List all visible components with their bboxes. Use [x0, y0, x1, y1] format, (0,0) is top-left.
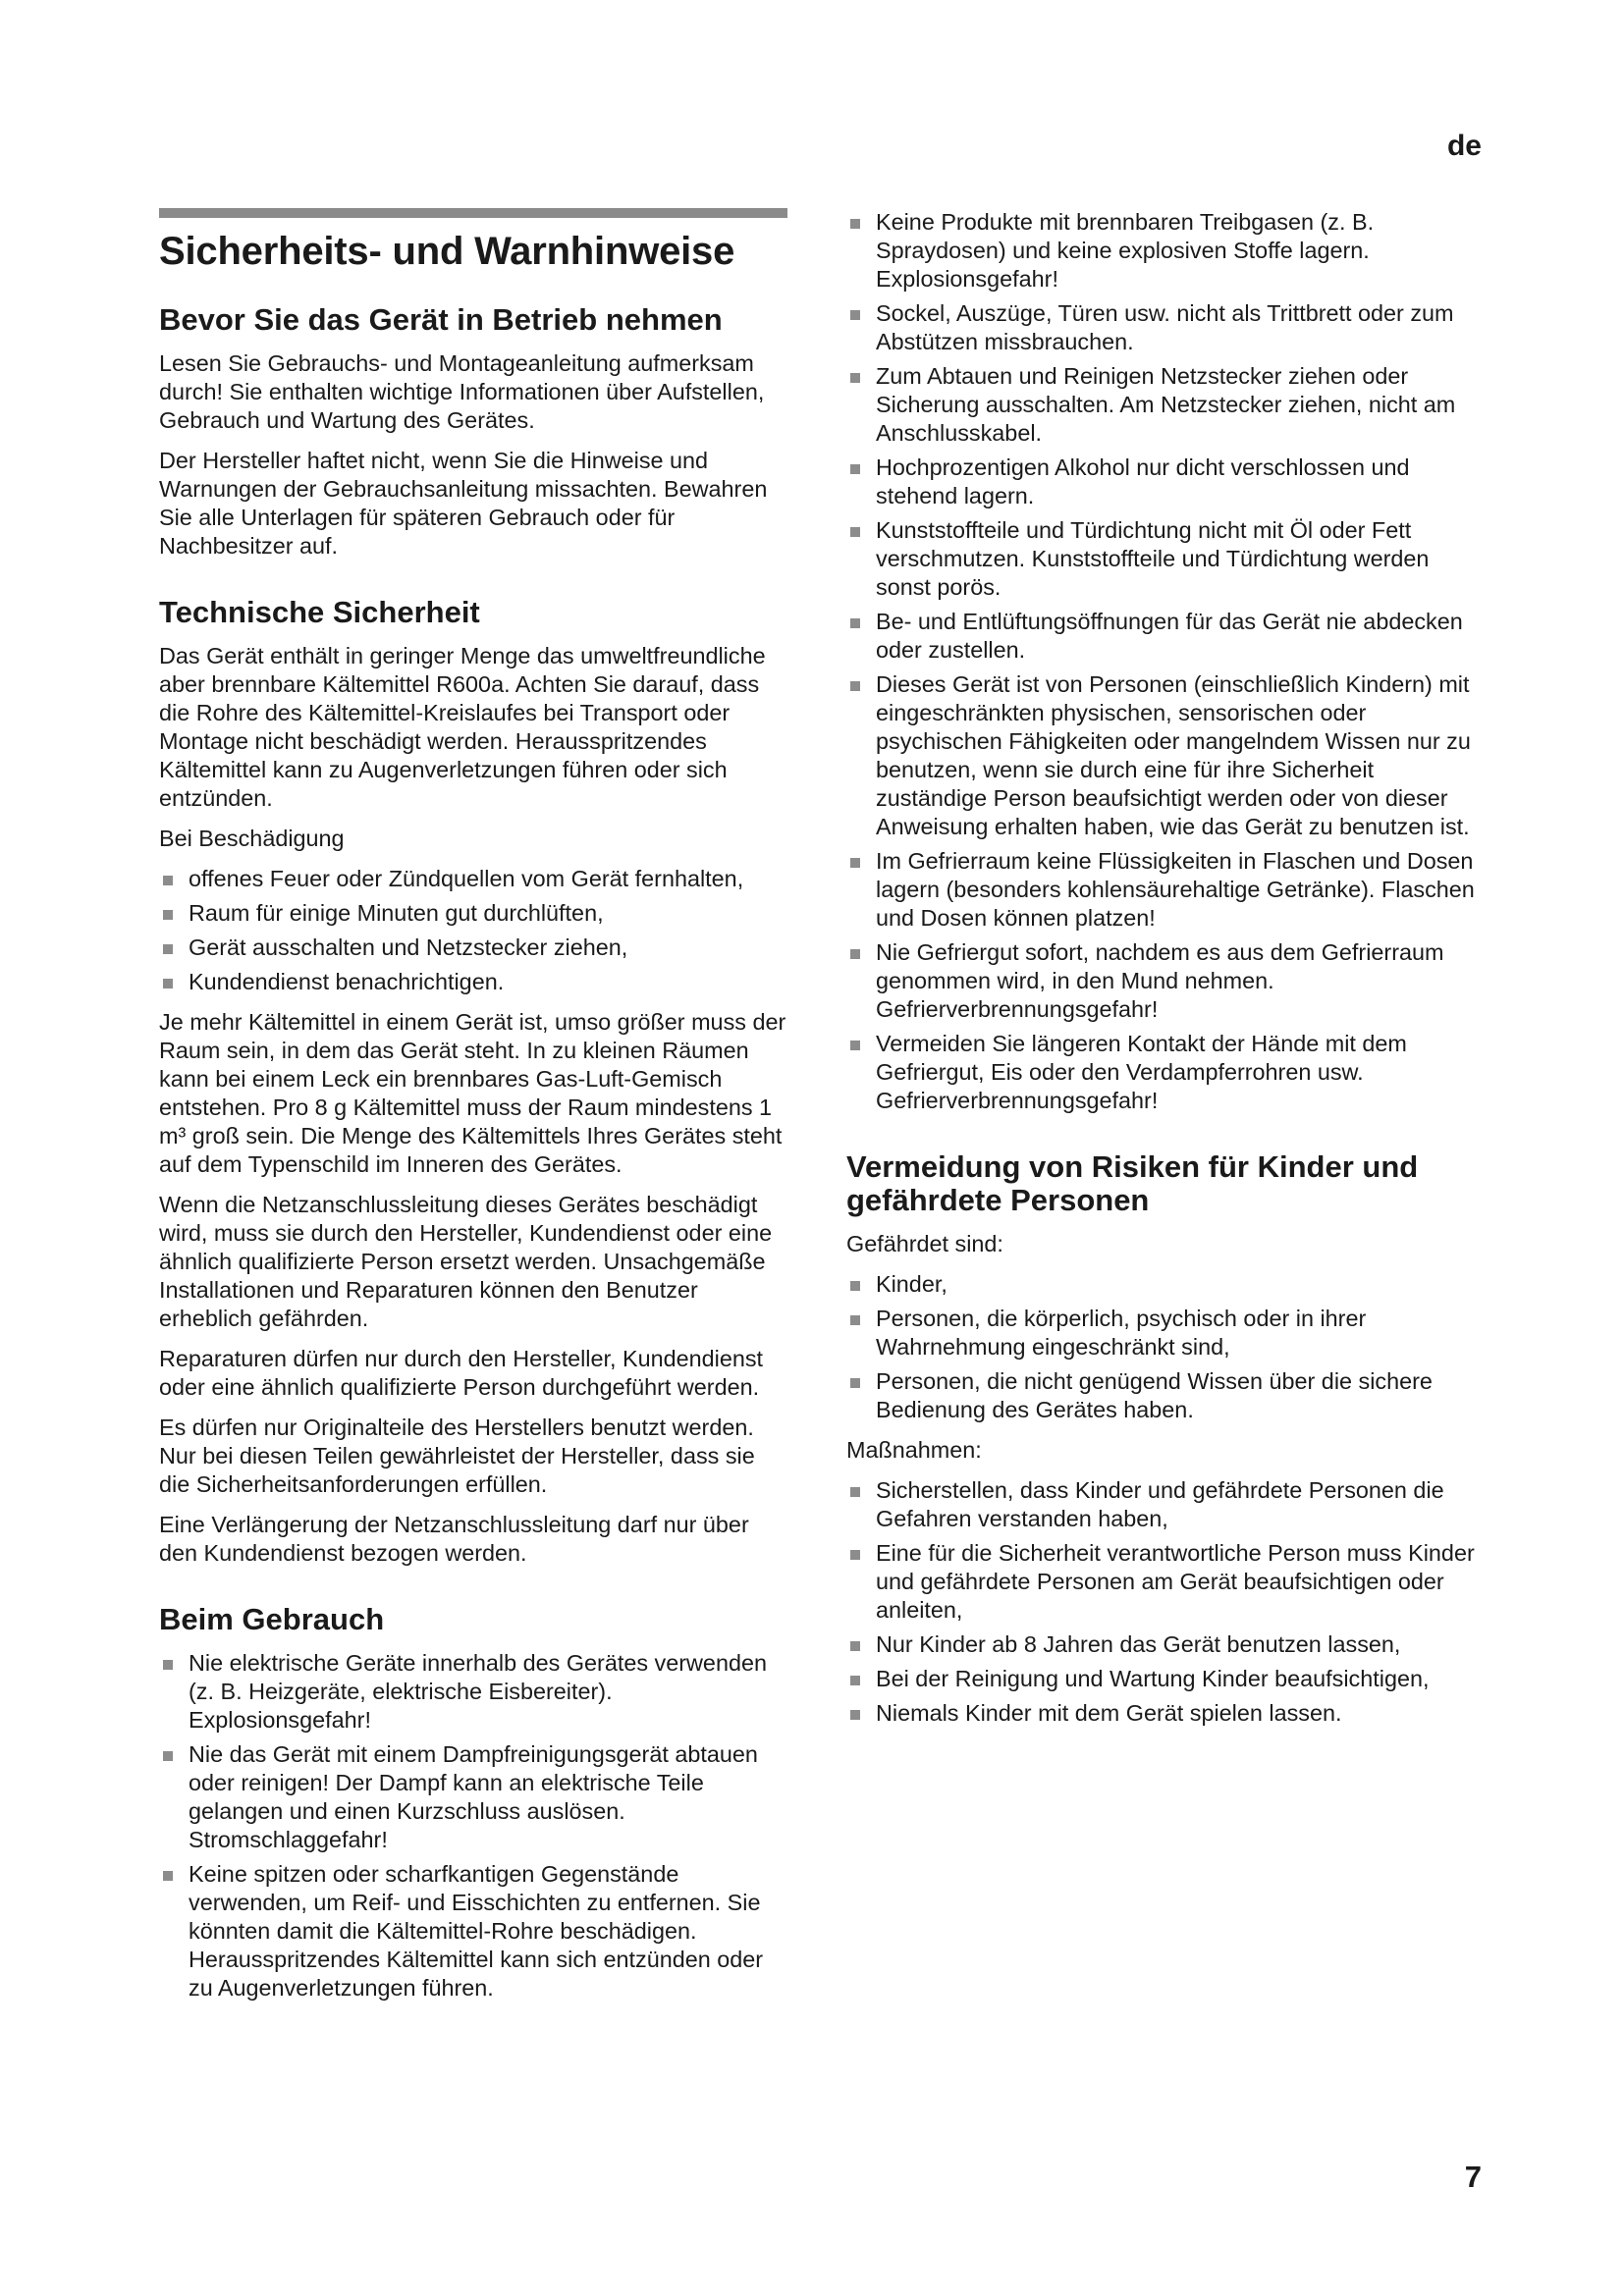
section-heading: Bevor Sie das Gerät in Betrieb nehmen — [159, 302, 723, 337]
paragraph: Eine Verlängerung der Netzanschlussleitung darf nur über den Kundendienst bezogen werden. — [159, 1512, 749, 1566]
paragraph: Wenn die Netzanschlussleitung dieses Gerätes beschädigt wird, muss sie durch den Hersteller, Kundendienst oder eine ähnlich qualifizierte Person ersetzt werden. Unsachgemäße Installationen und Reparaturen können den Benutzer erheblich gefährden. — [159, 1192, 773, 1331]
section-beim-gebrauch — [159, 1603, 787, 2002]
list-item: Eine für die Sicherheit verantwortliche Person muss Kinder und gefährdete Personen am Gerät beaufsichtigen oder anleiten, — [846, 1539, 1485, 1625]
bullet-list — [846, 1270, 1485, 1424]
left-column — [159, 208, 787, 2038]
section-bevor-sie-das-ger-t-in-betrieb-nehmen — [159, 303, 787, 561]
list-item: Vermeiden Sie längeren Kontakt der Hände mit dem Gefriergut, Eis oder den Verdampferrohren usw. Gefrierverbrennungsgefahr! — [846, 1030, 1485, 1115]
list-item: Niemals Kinder mit dem Gerät spielen lassen. — [846, 1699, 1485, 1728]
list-item: Dieses Gerät ist von Personen (einschließlich Kindern) mit eingeschränkten physischen, sensorischen oder psychischen Fähigkeiten oder mangelndem Wissen nur zu benutzen, wenn sie durch eine für ihre Sicherheit zuständige Person beaufsichtigt werden oder von dieser Anweisung erhalten haben, wie das Gerät zu benutzen ist. — [846, 670, 1485, 841]
right-column — [846, 208, 1485, 1763]
paragraph: Bei Beschädigung — [159, 826, 345, 851]
list-item: Gerät ausschalten und Netzstecker ziehen, — [159, 934, 787, 962]
list-item: Keine spitzen oder scharfkantigen Gegenstände verwenden, um Reif- und Eisschichten zu entfernen. Sie könnten damit die Kältemittel-Rohre beschädigen. Herausspritzendes Kältemittel kann sich entzünden oder zu Augenverletzungen führen. — [159, 1860, 787, 2002]
list-item: Zum Abtauen und Reinigen Netzstecker ziehen oder Sicherung ausschalten. Am Netzstecker ziehen, nicht am Anschlusskabel. — [846, 362, 1485, 448]
list-item: Sockel, Auszüge, Türen usw. nicht als Trittbrett oder zum Abstützen missbrauchen. — [846, 299, 1485, 356]
list-item: Sicherstellen, dass Kinder und gefährdete Personen die Gefahren verstanden haben, — [846, 1476, 1485, 1533]
list-item: Nie Gefriergut sofort, nachdem es aus dem Gefrierraum genommen wird, in den Mund nehmen. Gefrierverbrennungsgefahr! — [846, 938, 1485, 1024]
paragraph: Das Gerät enthält in geringer Menge das umweltfreundliche aber brennbare Kältemittel R600a. Achten Sie darauf, dass die Rohre des Kältemittel-Kreislaufes bei Transport oder Montage nicht beschädigt werden. Herausspritzendes Kältemittel kann zu Augenverletzungen führen oder sich entzünden. — [159, 643, 766, 811]
bullet-list — [846, 208, 1485, 1115]
language-code: de — [1446, 130, 1482, 162]
section-heading: Vermeidung von Risiken für Kinder und gefährdete Personen — [846, 1149, 1419, 1217]
paragraph: Maßnahmen: — [846, 1437, 982, 1463]
list-item: Personen, die nicht genügend Wissen über die sichere Bedienung des Gerätes haben. — [846, 1367, 1485, 1424]
list-item: Kinder, — [846, 1270, 1485, 1299]
bullet-list — [846, 1476, 1485, 1728]
list-item: Nie elektrische Geräte innerhalb des Gerätes verwenden (z. B. Heizgeräte, elektrische Eisbereiter). Explosionsgefahr! — [159, 1649, 787, 1735]
paragraph: Der Hersteller haftet nicht, wenn Sie die Hinweise und Warnungen der Gebrauchsanleitung missachten. Bewahren Sie alle Unterlagen für späteren Gebrauch oder für Nachbesitzer auf. — [159, 448, 768, 559]
section-heading: Technische Sicherheit — [159, 595, 480, 629]
list-item: Keine Produkte mit brennbaren Treibgasen (z. B. Spraydosen) und keine explosiven Stoffe lagern. Explosionsgefahr! — [846, 208, 1485, 294]
bullet-list — [159, 865, 787, 996]
list-item: Personen, die körperlich, psychisch oder in ihrer Wahrnehmung eingeschränkt sind, — [846, 1305, 1485, 1362]
left-sections — [159, 303, 787, 2002]
title-rule — [159, 208, 787, 218]
section-technische-sicherheit — [159, 596, 787, 1568]
paragraph: Lesen Sie Gebrauchs- und Montageanleitung aufmerksam durch! Sie enthalten wichtige Informationen über Aufstellen, Gebrauch und Wartung des Gerätes. — [159, 350, 765, 433]
list-item: Nie das Gerät mit einem Dampfreinigungsgerät abtauen oder reinigen! Der Dampf kann an elektrische Teile gelangen und einen Kurzschluss auslösen. Stromschlaggefahr! — [159, 1740, 787, 1854]
list-item: Kunststoffteile und Türdichtung nicht mit Öl oder Fett verschmutzen. Kunststoffteile und Türdichtung werden sonst porös. — [846, 516, 1485, 602]
list-item: Kundendienst benachrichtigen. — [159, 968, 787, 996]
bullet-list — [159, 1649, 787, 2002]
section-heading: Beim Gebrauch — [159, 1602, 385, 1636]
list-item: Im Gefrierraum keine Flüssigkeiten in Flaschen und Dosen lagern (besonders kohlensäurehaltige Getränke). Flaschen und Dosen können platzen! — [846, 847, 1485, 933]
paragraph: Je mehr Kältemittel in einem Gerät ist, umso größer muss der Raum sein, in dem das Gerät steht. In zu kleinen Räumen kann bei einem Leck ein brennbares Gas-Luft-Gemisch entstehen. Pro 8 g Kältemittel muss der Raum mindestens 1 m³ groß sein. Die Menge des Kältemittels Ihres Gerätes steht auf dem Typenschild im Inneren des Gerätes. — [159, 1009, 786, 1177]
list-item: Be- und Entlüftungsöffnungen für das Gerät nie abdecken oder zustellen. — [846, 608, 1485, 665]
section-vermeidung-von-risiken-f-r-kinder-und-ge — [846, 1150, 1485, 1728]
section-continued — [846, 208, 1485, 1115]
page-number: 7 — [1464, 2160, 1482, 2194]
page-title: Sicherheits- und Warnhinweise — [159, 230, 735, 273]
paragraph: Es dürfen nur Originalteile des Herstellers benutzt werden. Nur bei diesen Teilen gewährleistet der Hersteller, dass sie die Sicherheitsanforderungen erfüllen. — [159, 1415, 755, 1497]
paragraph: Reparaturen dürfen nur durch den Hersteller, Kundendienst oder eine ähnlich qualifizierte Person durchgeführt werden. — [159, 1346, 764, 1400]
list-item: Bei der Reinigung und Wartung Kinder beaufsichtigen, — [846, 1665, 1485, 1693]
list-item: Nur Kinder ab 8 Jahren das Gerät benutzen lassen, — [846, 1630, 1485, 1659]
right-sections — [846, 208, 1485, 1728]
paragraph: Gefährdet sind: — [846, 1231, 1003, 1256]
list-item: offenes Feuer oder Zündquellen vom Gerät fernhalten, — [159, 865, 787, 893]
list-item: Raum für einige Minuten gut durchlüften, — [159, 899, 787, 928]
list-item: Hochprozentigen Alkohol nur dicht verschlossen und stehend lagern. — [846, 454, 1485, 510]
